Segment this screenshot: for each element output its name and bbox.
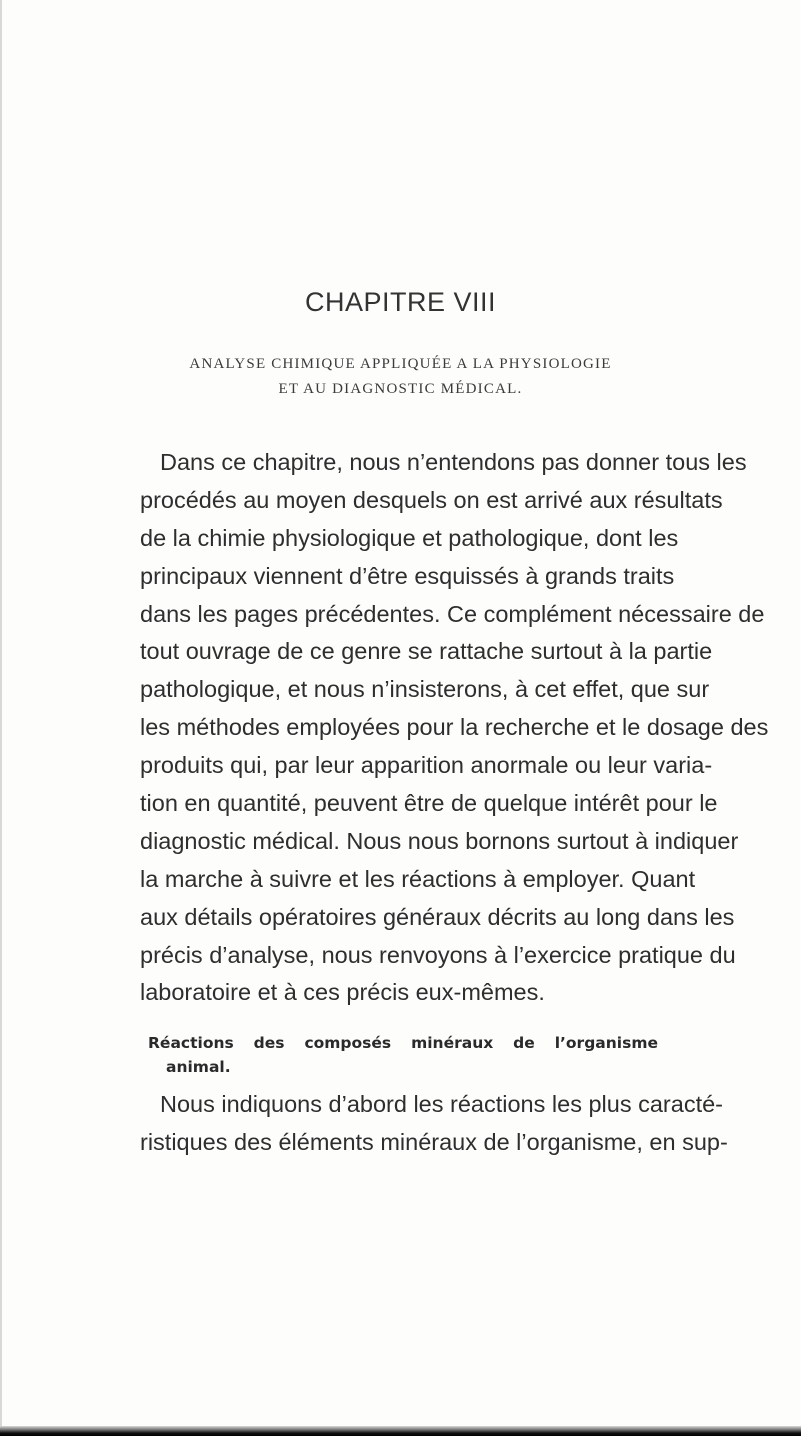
paragraph-line: la marche à suivre et les réactions à employer. Quant [140, 865, 696, 892]
section-heading [148, 1031, 658, 1079]
paragraph-line: laboratoire et à ces précis eux-mêmes. [140, 979, 545, 1006]
paragraph-line: précis d’analyse, nous renvoyons à l’exercice pratique du [140, 941, 736, 968]
section-paragraph [140, 1086, 728, 1162]
paragraph-line: procédés au moyen desquels on est arrivé aux résultats [140, 486, 723, 513]
paragraph-line: Dans ce chapitre, nous n’entendons pas donner tous les [160, 449, 747, 475]
chapter-subtitle-line-2: ET AU DIAGNOSTIC MÉDICAL. [278, 381, 523, 397]
paragraph-line: de la chimie physiologique et pathologique, dont les [140, 524, 679, 551]
paragraph-line: tout ouvrage de ce genre se rattache surtout à la partie [140, 638, 713, 665]
paragraph-line: ristiques des éléments minéraux de l’organisme, en sup- [140, 1128, 728, 1155]
paragraph-line: produits qui, par leur apparition anormale ou leur varia- [140, 752, 713, 779]
section-heading-line-2: animal. [166, 1058, 231, 1076]
paragraph-line: les méthodes employées pour la recherche et le dosage des [140, 714, 769, 741]
paragraph-line: dans les pages précédentes. Ce complément nécessaire de [140, 600, 765, 627]
section-heading-line-1: Réactions des composés minéraux de l’organisme [148, 1034, 658, 1052]
paragraph-line: aux détails opératoires généraux décrits au long dans les [140, 903, 735, 930]
paragraph-line: Nous indiquons d’abord les réactions les plus caracté- [160, 1091, 724, 1117]
paragraph-line: diagnostic médical. Nous nous bornons surtout à indiquer [140, 827, 739, 854]
chapter-subtitle-line-1: ANALYSE CHIMIQUE APPLIQUÉE A LA PHYSIOLOGIE [189, 356, 612, 372]
chapter-title: CHAPITRE VIII [304, 287, 497, 317]
paragraph-line: tion en quantité, peuvent être de quelque intérêt pour le [140, 790, 718, 817]
paragraph-line: principaux viennent d’être esquissés à grands traits [140, 562, 675, 589]
intro-paragraph [140, 444, 769, 1012]
scan-bottom-edge [0, 1426, 801, 1436]
page-edge [0, 0, 2, 1436]
paragraph-line: pathologique, et nous n’insisterons, à cet effet, que sur [140, 676, 710, 703]
